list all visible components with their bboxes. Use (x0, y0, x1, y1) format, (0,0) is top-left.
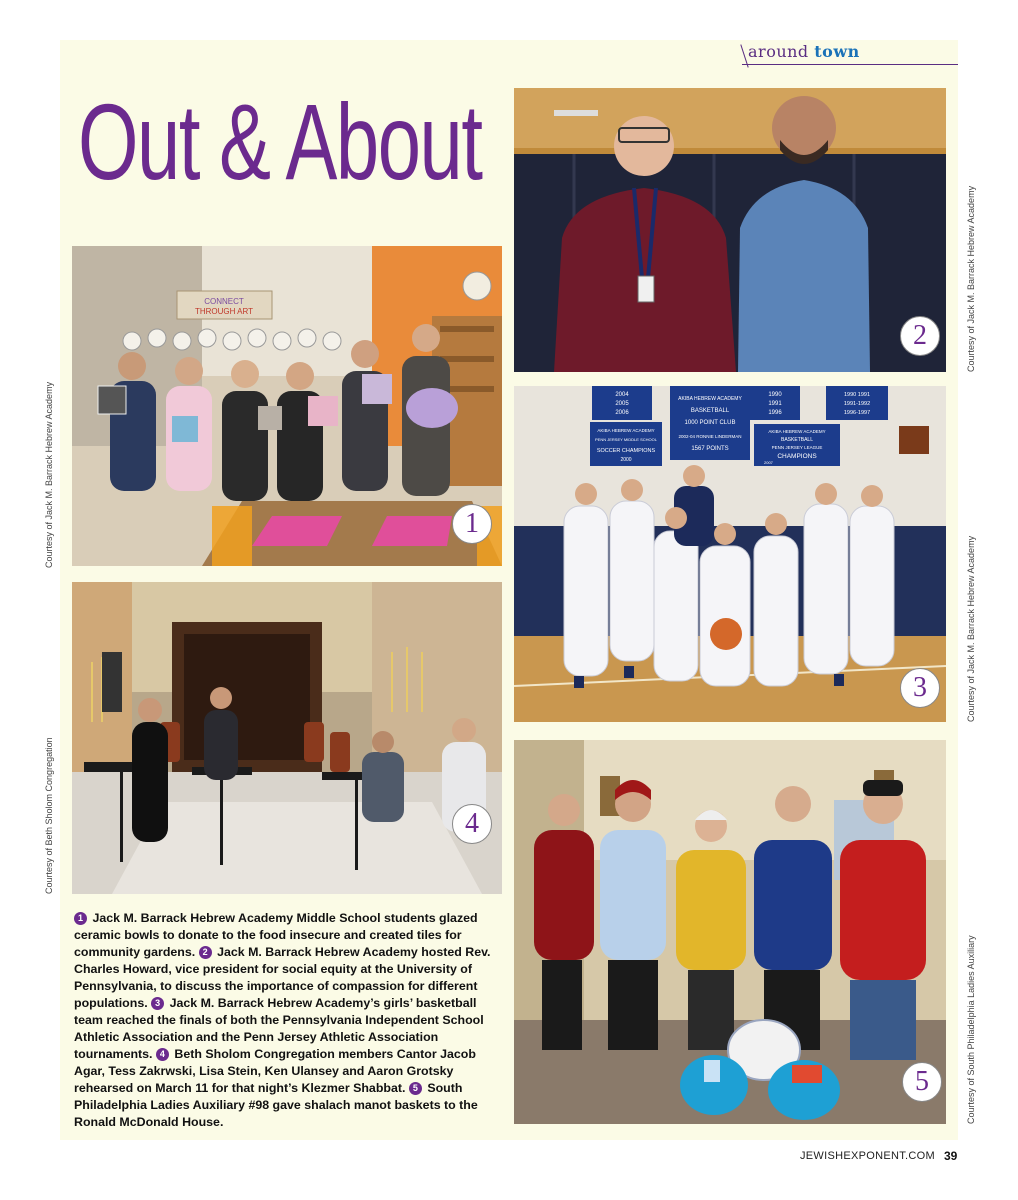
banner-soccer-l2: PENN JERSEY MIDDLE SCHOOL (595, 437, 657, 442)
section-tag (748, 42, 860, 61)
section-tag-rule (742, 64, 958, 65)
section-tag-word: town (814, 42, 860, 61)
banner-years-3a: 1990 1991 (844, 392, 870, 398)
banner-soccer-l4: 2000 (620, 457, 632, 463)
banner-years-2a: 1990 (768, 392, 782, 398)
banner-years-1c: 2006 (615, 410, 629, 416)
photo-2-badge: 2 (900, 316, 940, 356)
photo-4-credit: Courtesy of Beth Sholom Congregation (44, 737, 54, 894)
caption-text-4: Beth Sholom Congregation members Cantor Jacob Agar, Tess Zakrwski, Lisa Stein, Ken Ulansey and Aaron Grotsky rehearsed on March 11 for that night’s Klezmer Shabbat. (74, 1047, 476, 1095)
photo-caption (74, 910, 506, 1131)
photo-3-illustration (514, 386, 946, 722)
page-number: 39 (944, 1149, 958, 1163)
page-title: Out & About (78, 81, 482, 202)
caption-number-1: 1 (74, 912, 87, 925)
caption-text-3: Jack M. Barrack Hebrew Academy’s girls’ basketball team reached the finals of both the Pennsylvania Independent School Athletic Association and the Penn Jersey Athletic Association tournaments. (74, 996, 484, 1061)
photo-5-ladies-auxiliary (514, 740, 946, 1124)
banner-years-1: 2004 (615, 392, 629, 398)
banner-years-3c: 1996-1997 (843, 410, 871, 416)
photo-5-credit: Courtesy of South Philadelphia Ladies Auxiliary (966, 935, 976, 1124)
caption-text-2: Jack M. Barrack Hebrew Academy hosted Rev. Charles Howard, vice president for social equity at the University of Pennsylvania, to discuss the importance of compassion for different populations. (74, 945, 491, 1010)
banner-champ-l2: BASKETBALL (781, 437, 813, 443)
photo-3-basketball-team (514, 386, 946, 722)
banner-1000-club-l2: BASKETBALL (690, 408, 730, 414)
art-sign-line1: CONNECT (204, 297, 244, 306)
photo-2-illustration (514, 88, 946, 372)
banner-1000-club-l4: 2002-04 RONNIE LINDERMAN (678, 434, 742, 439)
banner-1000-club-l1: AKIBA HEBREW ACADEMY (678, 396, 742, 402)
photo-1-illustration (72, 246, 502, 566)
caption-number-4: 4 (156, 1048, 169, 1061)
photo-5-illustration (514, 740, 946, 1124)
banner-years-2c: 1996 (768, 410, 782, 416)
caption-number-3: 3 (151, 997, 164, 1010)
banner-1000-club-l5: 1567 POINTS (691, 446, 729, 452)
art-sign-line2: THROUGH ART (194, 307, 254, 316)
photo-3-credit: Courtesy of Jack M. Barrack Hebrew Academy (966, 535, 976, 722)
banner-champ-l1: AKIBA HEBREW ACADEMY (768, 429, 826, 434)
banner-champ-l3: PENN JERSEY LEAGUE (771, 445, 823, 450)
caption-text-5: South Philadelphia Ladies Auxiliary #98 gave shalach manot baskets to the Ronald McDonald House. (74, 1081, 478, 1129)
banner-champ-l4: CHAMPIONS (777, 453, 817, 460)
photo-2-credit: Courtesy of Jack M. Barrack Hebrew Academy (966, 185, 976, 372)
photo-4-badge: 4 (452, 804, 492, 844)
photo-2-guest-speaker (514, 88, 946, 372)
section-tag-prefix: around (748, 42, 809, 61)
footer-site-url: JEWISHEXPONENT.COM (800, 1150, 935, 1162)
banner-soccer-l1: AKIBA HEBREW ACADEMY (597, 428, 655, 433)
photo-1-credit: Courtesy of Jack M. Barrack Hebrew Academy (44, 381, 54, 568)
photo-4-klezmer-rehearsal (72, 582, 502, 894)
banner-years-2b: 1991 (768, 401, 782, 407)
photo-5-badge: 5 (902, 1062, 942, 1102)
banner-years-1b: 2005 (615, 401, 629, 407)
caption-text-1: Jack M. Barrack Hebrew Academy Middle School students glazed ceramic bowls to donate to the food insecure and created tiles for community gardens. (74, 911, 478, 959)
photo-4-illustration (72, 582, 502, 894)
caption-number-2: 2 (199, 946, 212, 959)
photo-1-badge: 1 (452, 504, 492, 544)
caption-number-5: 5 (409, 1082, 422, 1095)
banner-champ-l5: 2007 (764, 460, 773, 465)
banner-years-3b: 1991-1992 (843, 401, 871, 407)
banner-1000-club-l3: 1000 POINT CLUB (684, 420, 736, 426)
photo-1-art-students (72, 246, 502, 566)
photo-3-badge: 3 (900, 668, 940, 708)
banner-soccer-l3: SOCCER CHAMPIONS (596, 448, 656, 454)
